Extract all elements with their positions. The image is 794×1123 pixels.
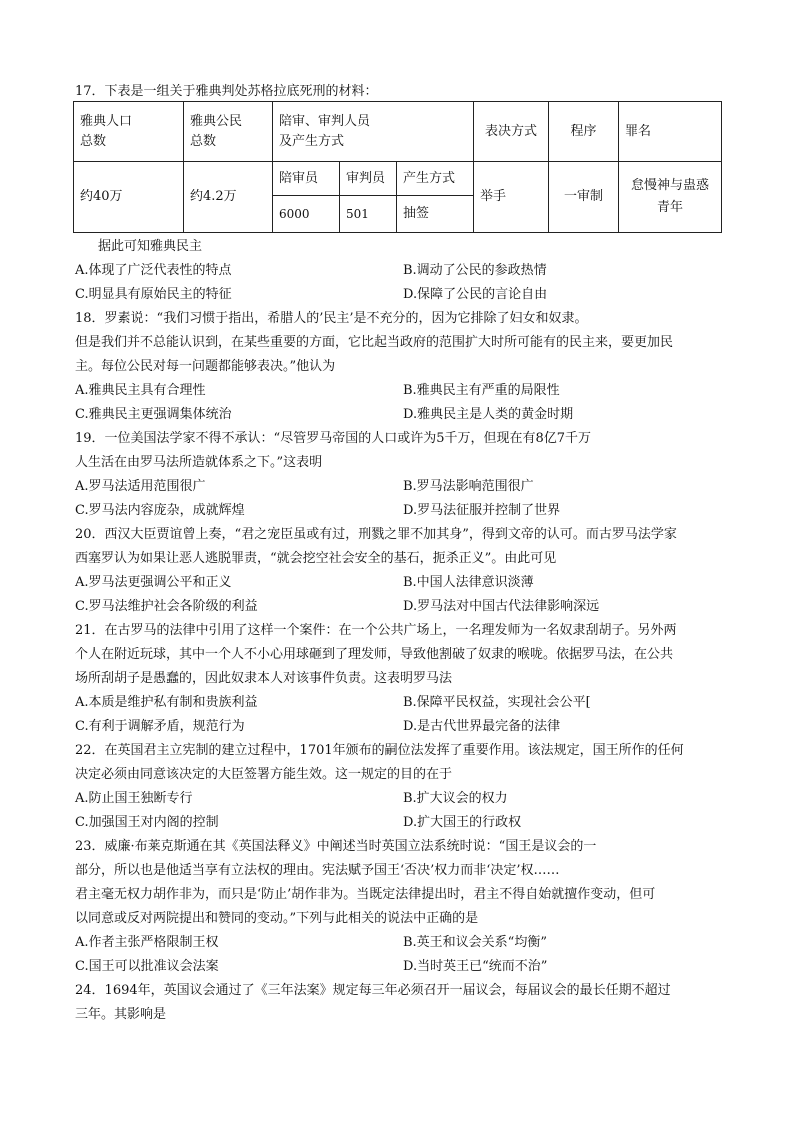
q23-line1: 23．威廉·布莱克斯通在其《英国法释义》中阐述当时英国立法系统时说：“国王是议会的一 — [75, 839, 597, 854]
q21-option-a[interactable]: A.本质是维护私有制和贵族利益 — [75, 695, 258, 710]
q19-option-d[interactable]: D.罗马法征服并控制了世界 — [403, 503, 561, 518]
q23-option-d[interactable]: D.当时英王已“统而不治” — [403, 959, 548, 974]
q20-line1: 20．西汉大臣贾谊曾上奏，“君之宠臣虽或有过，刑戮之罪不加其身”，得到文帝的认可。而古罗马法学家 — [75, 527, 677, 542]
header-jury: 陪审、审判人员 及产生方式 — [273, 102, 474, 162]
q17-option-b[interactable]: B.调动了公民的参政热情 — [403, 263, 547, 278]
q18-option-d[interactable]: D.雅典民主是人类的黄金时期 — [403, 407, 574, 422]
q21-option-d[interactable]: D.是古代世界最完备的法律 — [403, 719, 561, 734]
q18-line3: 主。每位公民对每一问题都能够表决。”他认为 — [75, 359, 336, 374]
q22-option-d[interactable]: D.扩大国王的行政权 — [403, 815, 522, 830]
q17-table — [73, 101, 722, 233]
q18-option-b[interactable]: B.雅典民主有严重的局限性 — [403, 383, 560, 398]
q23-line4: 以同意或反对两院提出和赞同的变动。”下列与此相关的说法中正确的是 — [75, 911, 479, 926]
q19-line2: 人生活在由罗马法所造就体系之下。”这表明 — [75, 455, 323, 470]
header-crime: 罪名 — [619, 102, 722, 162]
header-procedure: 程序 — [549, 102, 619, 162]
q23-option-a[interactable]: A.作者主张严格限制王权 — [75, 935, 219, 950]
q18-option-a[interactable]: A.雅典民主具有合理性 — [75, 383, 206, 398]
q20-line2: 西塞罗认为如果让恶人逃脱罪责，“就会挖空社会安全的基石，扼杀正义”。由此可见 — [75, 551, 557, 566]
cell-method: 抽签 — [397, 196, 474, 233]
q20-option-b[interactable]: B.中国人法律意识淡薄 — [403, 575, 534, 590]
q20-option-d[interactable]: D.罗马法对中国古代法律影响深远 — [403, 599, 600, 614]
q18-line1: 18．罗素说：“我们习惯于指出，希腊人的’民主’是不充分的，因为它排除了妇女和奴隶。 — [75, 311, 588, 326]
q22-line2: 决定必须由同意该决定的大臣签署方能生效。这一规定的目的在于 — [75, 767, 453, 782]
q23-line2: 部分，所以也是他适当享有立法权的理由。宪法赋予国王‘否决’权力而非‘决定’权…… — [75, 863, 560, 878]
q22-option-a[interactable]: A.防止国王独断专行 — [75, 791, 193, 806]
q21-line1: 21．在古罗马的法律中引用了这样一个案件：在一个公共广场上，一名理发师为一名奴隶刮胡子。另外两 — [75, 623, 677, 638]
header-population: 雅典人口 总数 — [74, 102, 184, 162]
q17-option-c[interactable]: C.明显具有原始民主的特征 — [75, 287, 232, 302]
q19-line1: 19．一位美国法学家不得不承认：“尽管罗马帝国的人口或许为5千万，但现在有8亿7千万 — [75, 431, 592, 446]
header-citizens: 雅典公民 总数 — [184, 102, 273, 162]
sub-judge: 审判员 — [340, 162, 397, 196]
cell-judge-count: 501 — [340, 196, 397, 233]
q23-option-b[interactable]: B.英王和议会关系“均衡” — [403, 935, 547, 950]
q22-option-b[interactable]: B.扩大议会的权力 — [403, 791, 508, 806]
header-vote: 表决方式 — [474, 102, 549, 162]
q17-stem: 17．下表是一组关于雅典判处苏格拉底死刑的材料： — [75, 84, 378, 99]
q24-line2: 三年。其影响是 — [75, 1007, 167, 1022]
q24-line1: 24．1694年，英国议会通过了《三年法案》规定每三年必须召开一届议会，每届议会的最长任期不超过 — [75, 983, 671, 998]
cell-citizens: 约4.2万 — [184, 162, 273, 233]
cell-procedure: 一审制 — [549, 162, 619, 233]
q17-follow: 据此可知雅典民主 — [98, 239, 203, 254]
q23-line3: 君主毫无权力胡作非为，而只是‘防止’胡作非为。当既定法律提出时，君主不得自始就擅作变动，但可 — [75, 887, 656, 902]
q22-line1: 22．在英国君主立宪制的建立过程中，1701年颁布的嗣位法发挥了重要作用。该法规定，国王所作的任何 — [75, 743, 684, 758]
q19-option-a[interactable]: A.罗马法适用范围很广 — [75, 479, 206, 494]
q21-option-b[interactable]: B.保障平民权益，实现社会公平[ — [403, 695, 591, 710]
cell-jury-count: 6000 — [273, 196, 340, 233]
cell-population: 约40万 — [74, 162, 184, 233]
q19-option-b[interactable]: B.罗马法影响范围很广 — [403, 479, 534, 494]
q21-line2: 个人在附近玩球，其中一个人不小心用球砸到了理发师，导致他割破了奴隶的喉咙。依据罗马法，在公共 — [75, 647, 674, 662]
q17-option-a[interactable]: A.体现了广泛代表性的特点 — [75, 263, 232, 278]
q20-option-c[interactable]: C.罗马法维护社会各阶级的利益 — [75, 599, 258, 614]
q21-option-c[interactable]: C.有利于调解矛盾，规范行为 — [75, 719, 245, 734]
sub-jury: 陪审员 — [273, 162, 340, 196]
q21-line3: 场所刮胡子是愚蠢的，因此奴隶本人对该事件负责。这表明罗马法 — [75, 671, 453, 686]
cell-crime: 怠慢神与蛊惑青年 — [619, 162, 722, 233]
q18-option-c[interactable]: C.雅典民主更强调集体统治 — [75, 407, 232, 422]
q18-line2: 但是我们并不总能认识到，在某些重要的方面，它比起当政府的范围扩大时所可能有的民主来，要更加民 — [75, 335, 674, 350]
q23-option-c[interactable]: C.国王可以批准议会法案 — [75, 959, 219, 974]
cell-vote: 举手 — [474, 162, 549, 233]
q19-option-c[interactable]: C.罗马法内容庞杂，成就辉煌 — [75, 503, 245, 518]
q17-option-d[interactable]: D.保障了公民的言论自由 — [403, 287, 548, 302]
sub-method: 产生方式 — [397, 162, 474, 196]
q22-option-c[interactable]: C.加强国王对内阁的控制 — [75, 815, 219, 830]
q20-option-a[interactable]: A.罗马法更强调公平和正义 — [75, 575, 232, 590]
